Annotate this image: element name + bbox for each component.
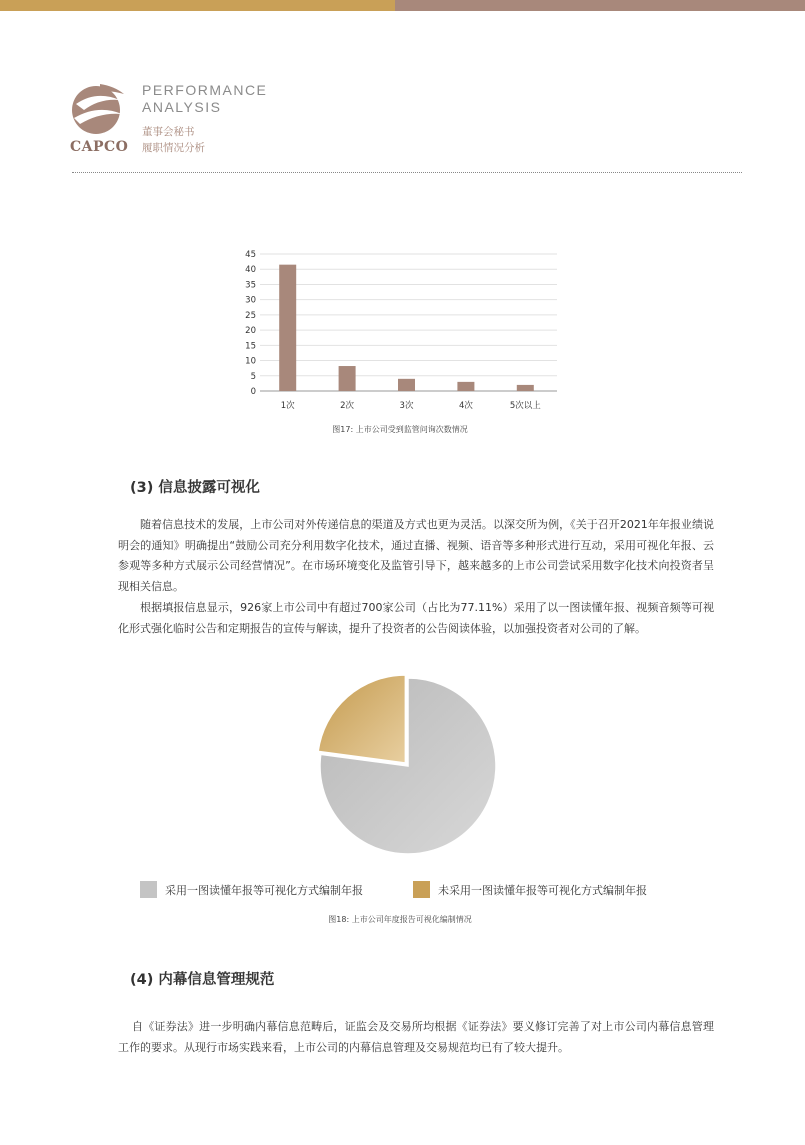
legend-item-adopted — [140, 881, 363, 898]
y-tick-label: 5 — [250, 371, 256, 382]
section4-title: (4) 内幕信息管理规范 — [130, 972, 275, 988]
bar-chart-inquiries — [230, 240, 570, 420]
y-tick-label: 10 — [245, 356, 256, 367]
header-divider — [72, 172, 742, 173]
x-tick-label: 4次 — [458, 401, 473, 411]
bar-4 — [457, 382, 474, 391]
top-bar-brown — [395, 0, 805, 11]
section3-title: (3) 信息披露可视化 — [130, 480, 260, 496]
x-tick-label: 2次 — [340, 401, 355, 411]
pie-slice-2 — [318, 675, 405, 763]
bar-5 — [517, 385, 534, 391]
header-title-line-1: PERFORMANCE — [142, 82, 268, 98]
legend-label-adopted: 采用一图读懂年报等可视化方式编制年报 — [165, 883, 363, 897]
figure18-caption: 图18: 上市公司年度报告可视化编制情况 — [328, 915, 472, 924]
section4-paragraph-1: 自《证券法》进一步明确内幕信息范畴后，证监会及交易所均根据《证券法》要义修订完善了对上市公司内幕信息管理工作的要求。从现行市场实践来看，上市公司的内幕信息管理及交易规范均已有了较大提升。 — [118, 1020, 714, 1054]
x-tick-label: 3次 — [399, 401, 414, 411]
y-tick-label: 25 — [245, 310, 256, 321]
header-subtitle-line-1: 董事会秘书 — [142, 126, 195, 138]
brand-name: CAPCO — [70, 139, 129, 155]
y-tick-label: 30 — [245, 295, 256, 306]
bar-1 — [279, 265, 296, 391]
header-title-line-2: ANALYSIS — [142, 99, 222, 115]
header-title-en — [142, 82, 267, 116]
legend-item-not-adopted — [413, 881, 647, 898]
y-tick-label: 40 — [245, 265, 256, 276]
y-tick-label: 15 — [245, 341, 256, 352]
bar-2 — [339, 366, 356, 391]
pie-chart-visualization — [315, 672, 501, 858]
y-tick-label: 20 — [245, 326, 256, 337]
bar-3 — [398, 379, 415, 391]
legend-swatch-gold — [413, 881, 430, 898]
top-bar-gold — [0, 0, 395, 11]
x-tick-label: 1次 — [280, 401, 295, 411]
header-subtitle-line-2: 履职情况分析 — [142, 142, 205, 154]
x-tick-label: 5次以上 — [509, 401, 541, 411]
y-tick-label: 0 — [250, 387, 256, 397]
figure17-caption: 图17: 上市公司受到监管问询次数情况 — [332, 425, 468, 434]
y-tick-label: 45 — [245, 250, 256, 260]
y-tick-label: 35 — [245, 280, 256, 291]
header-title-cn — [142, 124, 205, 156]
legend-swatch-grey — [140, 881, 157, 898]
legend-label-not-adopted: 未采用一图读懂年报等可视化方式编制年报 — [438, 883, 647, 897]
section3-paragraph-1: 随着信息技术的发展，上市公司对外传递信息的渠道及方式也更为灵活。以深交所为例，《关于召开2021年年报业绩说明会的通知》明确提出“鼓励公司充分利用数字化技术，通过直播、视频、语音等多种形式进行互动，采用可视化年报、云参观等多种方式展示公司经营情况”。在市场环境变化及监管引导下，越来越多的上市公司尝试采用数字化技术向投资者呈现相关信息。 — [118, 518, 714, 593]
section3-paragraph-2: 根据填报信息显示，926家上市公司中有超过700家公司（占比为77.11%）采用了以一图读懂年报、视频音频等可视化形式强化临时公告和定期报告的宣传与解读，提升了投资者的公告阅读体验，以加强投资者对公司的了解。 — [118, 601, 714, 635]
